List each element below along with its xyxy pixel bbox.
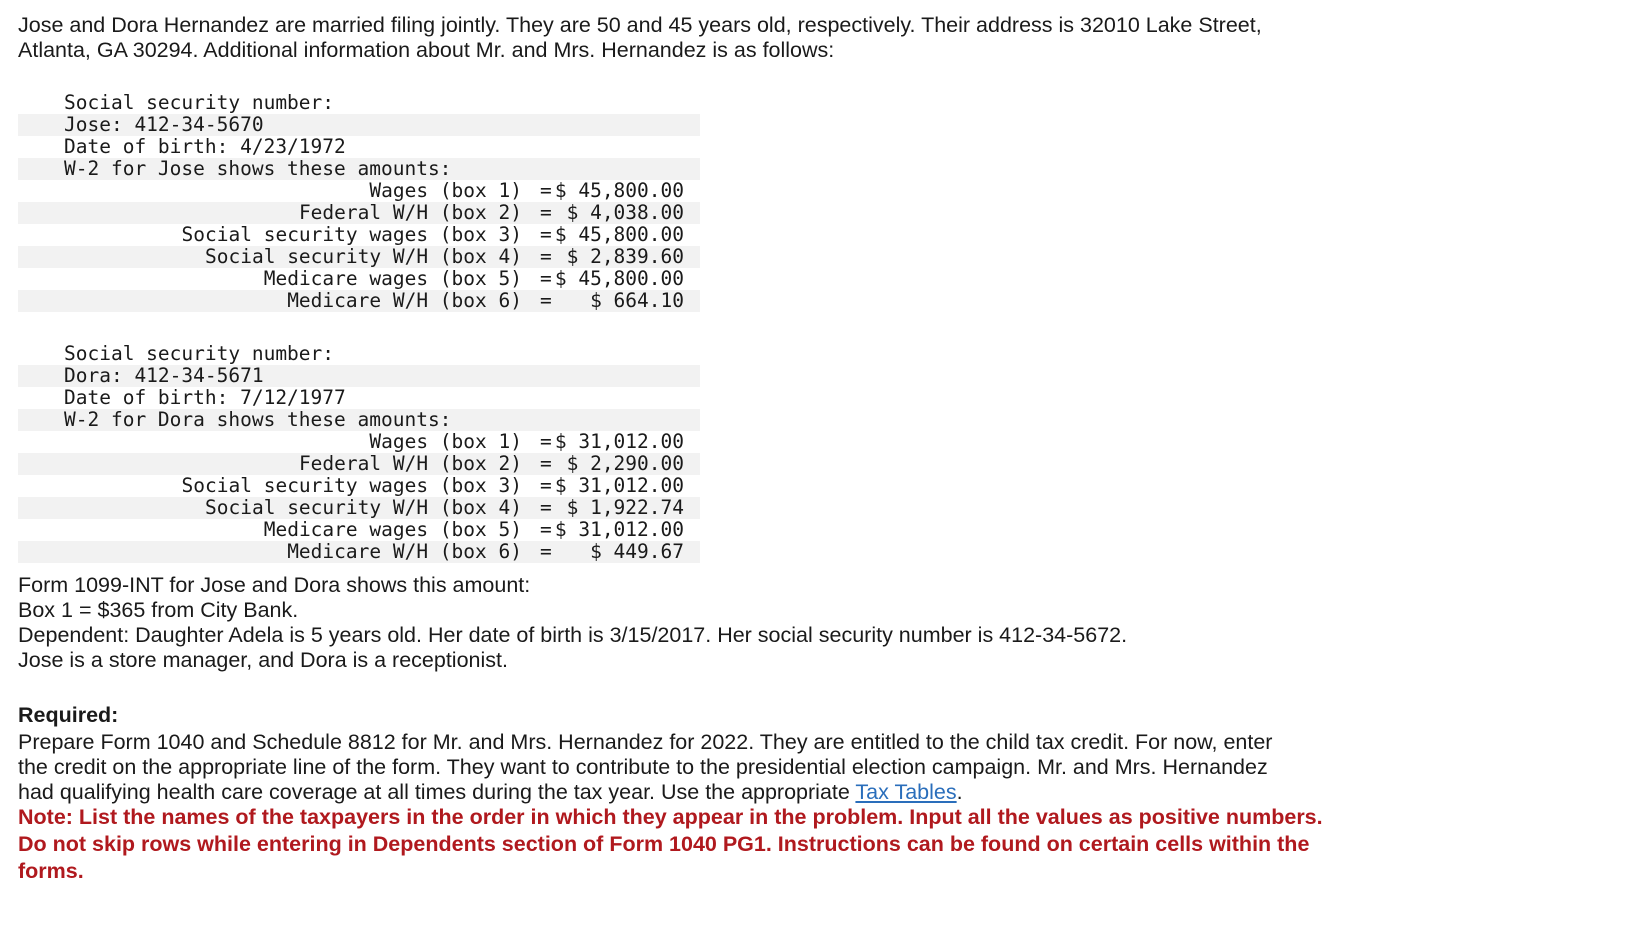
dora-ssn-row — [18, 365, 700, 387]
w2-row — [18, 453, 700, 475]
w2-row — [18, 224, 700, 246]
w2-amount: $ 4,038.00 — [566, 201, 684, 224]
w2-equals: = — [540, 179, 552, 202]
w2-label: Medicare wages (box 5) — [263, 518, 522, 541]
required-line-3-text: had qualifying health care coverage at all times during the tax year. Use the appropriate — [18, 780, 856, 804]
jose-ssn: Jose: 412-34-5670 — [64, 113, 264, 136]
required-line-1: Prepare Form 1040 and Schedule 8812 for Mr. and Mrs. Hernandez for 2022. They are entitled to the child tax credit. For now, enter — [18, 730, 1273, 754]
w2-equals: = — [540, 267, 552, 290]
w2-row — [18, 541, 700, 563]
w2-row — [18, 180, 700, 202]
w2-equals: = — [540, 223, 552, 246]
w2-row — [18, 202, 700, 224]
note-line-3: forms. — [18, 859, 84, 883]
jose-ssn-row — [18, 114, 700, 136]
intro-line-1: Jose and Dora Hernandez are married filing jointly. They are 50 and 45 years old, respectively. Their address is 32010 Lake Street, — [18, 13, 1262, 37]
ssn-label: Social security number: — [64, 342, 335, 365]
w2-amount: $ 1,922.74 — [566, 496, 684, 519]
required-line-3-period: . — [956, 780, 963, 804]
w2-equals: = — [540, 245, 552, 268]
ssn-label: Social security number: — [64, 91, 335, 114]
tax-tables-link[interactable]: Tax Tables — [855, 780, 957, 804]
w2-equals: = — [540, 201, 552, 224]
w2-amount: $ 449.67 — [590, 540, 684, 563]
w2-label: Medicare W/H (box 6) — [287, 540, 522, 563]
note-line-1: Note: List the names of the taxpayers in the order in which they appear in the problem. Input all the values as positive numbers. — [18, 805, 1323, 829]
jose-info-block — [18, 92, 700, 312]
w2-equals: = — [540, 430, 552, 453]
note-line-2: Do not skip rows while entering in Dependents section of Form 1040 PG1. Instructions can be found on certain cells within the — [18, 832, 1310, 856]
w2-amount: $ 31,012.00 — [554, 430, 684, 453]
w2-label: Social security wages (box 3) — [181, 474, 522, 497]
w2-amount: $ 45,800.00 — [554, 267, 684, 290]
box1-line: Box 1 = $365 from City Bank. — [18, 598, 299, 622]
jose-w2-heading-row — [18, 158, 700, 180]
w2-label: Federal W/H (box 2) — [298, 201, 522, 224]
w2-label: Social security W/H (box 4) — [205, 496, 522, 519]
form-1099-line: Form 1099-INT for Jose and Dora shows this amount: — [18, 573, 531, 597]
w2-row — [18, 519, 700, 541]
w2-equals: = — [540, 496, 552, 519]
dependent-line: Dependent: Daughter Adela is 5 years old. Her date of birth is 3/15/2017. Her social security number is 412-34-5672. — [18, 623, 1128, 647]
w2-equals: = — [540, 540, 552, 563]
dora-info-block — [18, 343, 700, 563]
dora-w2-heading-row — [18, 409, 700, 431]
w2-label: Federal W/H (box 2) — [298, 452, 522, 475]
w2-equals: = — [540, 452, 552, 475]
dora-ssn-label-row — [18, 343, 700, 365]
w2-label: Social security wages (box 3) — [181, 223, 522, 246]
w2-amount: $ 45,800.00 — [554, 223, 684, 246]
w2-equals: = — [540, 474, 552, 497]
w2-amount: $ 2,290.00 — [566, 452, 684, 475]
jose-w2-heading: W-2 for Jose shows these amounts: — [64, 157, 452, 180]
dora-dob: Date of birth: 7/12/1977 — [64, 386, 346, 409]
dora-ssn: Dora: 412-34-5671 — [64, 364, 264, 387]
required-heading: Required: — [18, 703, 119, 727]
required-line-2: the credit on the appropriate line of the form. They want to contribute to the presidential election campaign. Mr. and Mrs. Hernandez — [18, 755, 1268, 779]
w2-row — [18, 431, 700, 453]
jose-dob-row — [18, 136, 700, 158]
w2-equals: = — [540, 518, 552, 541]
jose-dob: Date of birth: 4/23/1972 — [64, 135, 346, 158]
w2-row — [18, 290, 700, 312]
w2-amount: $ 2,839.60 — [566, 245, 684, 268]
w2-row — [18, 475, 700, 497]
w2-label: Wages (box 1) — [369, 430, 522, 453]
w2-amount: $ 664.10 — [590, 289, 684, 312]
jose-ssn-label-row — [18, 92, 700, 114]
dora-dob-row — [18, 387, 700, 409]
dora-w2-heading: W-2 for Dora shows these amounts: — [64, 408, 452, 431]
w2-row — [18, 268, 700, 290]
w2-amount: $ 45,800.00 — [554, 179, 684, 202]
w2-amount: $ 31,012.00 — [554, 518, 684, 541]
required-line-3 — [18, 780, 963, 806]
w2-label: Medicare wages (box 5) — [263, 267, 522, 290]
intro-line-2: Atlanta, GA 30294. Additional information about Mr. and Mrs. Hernandez is as follows: — [18, 38, 835, 62]
w2-amount: $ 31,012.00 — [554, 474, 684, 497]
w2-row — [18, 497, 700, 519]
w2-equals: = — [540, 289, 552, 312]
w2-label: Medicare W/H (box 6) — [287, 289, 522, 312]
w2-row — [18, 246, 700, 268]
w2-label: Social security W/H (box 4) — [205, 245, 522, 268]
w2-label: Wages (box 1) — [369, 179, 522, 202]
occupations-line: Jose is a store manager, and Dora is a receptionist. — [18, 648, 508, 672]
